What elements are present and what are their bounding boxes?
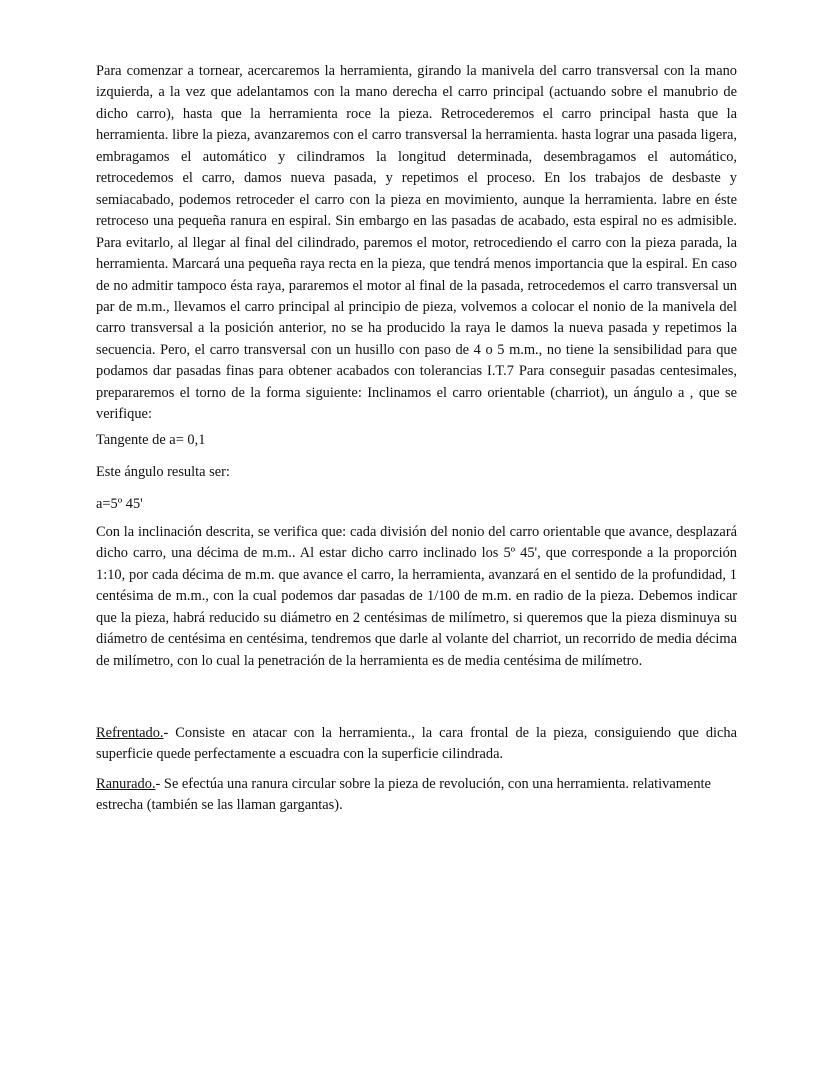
angle-value: a=5º 45' [96, 496, 143, 512]
turning-procedure-paragraph: Para comenzar a tornear, acercaremos la herramienta, girando la manivela del carro transversal con la mano izquierda, a la vez que adelantamos con la mano derecha el carro principal (actuando sobre el manubrio de dicho carro), hasta que la herramienta roce la pieza. Retrocederemos el carro principal hasta que la herramienta. libre la pieza, avanzaremos con el carro transversal la herramienta. hasta lograr una pasada ligera, embragamos el automático y cilindramos la longitud determinada, desembragamos el automático, retrocedemos el carro, damos nueva pasada, y repetimos el proceso. En los trabajos de desbaste y semiacabado, podemos retroceder el carro con la pieza en movimiento, aunque la herramienta. labre en éste retroceso una pequeña ranura en espiral. Sin embargo en las pasadas de acabado, esta espiral no es admisible. Para evitarlo, al llegar al final del cilindrado, paremos el motor, retrocediendo el carro con la pieza parada, la herramienta. Marcará una pequeña raya recta en la pieza, que tendrá menos importancia que la espiral. En caso de no admitir tampoco ésta raya, pararemos el motor al final de la pasada, retrocedemos el carro transversal un par de m.m., llevamos el carro principal al principio de pieza, volvemos a colocar el nonio de la manivela del carro transversal a la posición anterior, no se ha producido la raya le damos la nueva pasada y repetimos la secuencia. Pero, el carro transversal con un husillo con paso de 4 o 5 m.m., no tiene la sensibilidad para que podamos dar pasadas finas para obtener acabados con tolerancias I.T.7 Para conseguir pasadas centesimales, prepararemos el torno de la forma siguiente: Inclinamos el carro orientable (charriot), un ángulo a , que se verifique: [96, 63, 737, 423]
ranurado-definition [96, 774, 737, 817]
refrentado-term: Refrentado. [96, 725, 164, 741]
refrentado-definition [96, 723, 737, 766]
angle-intro-text: Este ángulo resulta ser: [96, 464, 230, 480]
refrentado-text: - Consiste en atacar con la herramienta., la cara frontal de la pieza, consiguiendo que dicha superficie quede perfectamente a escuadra con la superficie cilindrada. [96, 725, 737, 763]
inclination-explanation-paragraph: Con la inclinación descrita, se verifica que: cada división del nonio del carro orientable que avance, desplazará dicho carro, una décima de m.m.. Al estar dicho carro inclinado los 5º 45', que corresponde a la proporción 1:10, por cada décima de m.m. que avance el carro, la herramienta, avanzará en el sentido de la profundidad, 1 centésima de m.m., con la cual podemos dar pasadas de 1/100 de m.m. en radio de la pieza. Debemos indicar que la pieza, habrá reducido su diámetro en 2 centésimas de milímetro, si queremos que la pieza disminuya su diámetro de centésima en centésima, tendremos que darle al volante del charriot, un recorrido de media décima de milímetro, con lo cual la penetración de la herramienta es de media centésima de milímetro. [96, 524, 737, 669]
ranurado-text: - Se efectúa una ranura circular sobre la pieza de revolución, con una herramienta. relativamente estrecha (también se las llaman gargantas). [96, 776, 711, 814]
tangent-formula: Tangente de a= 0,1 [96, 432, 206, 448]
ranurado-term: Ranurado. [96, 776, 156, 792]
